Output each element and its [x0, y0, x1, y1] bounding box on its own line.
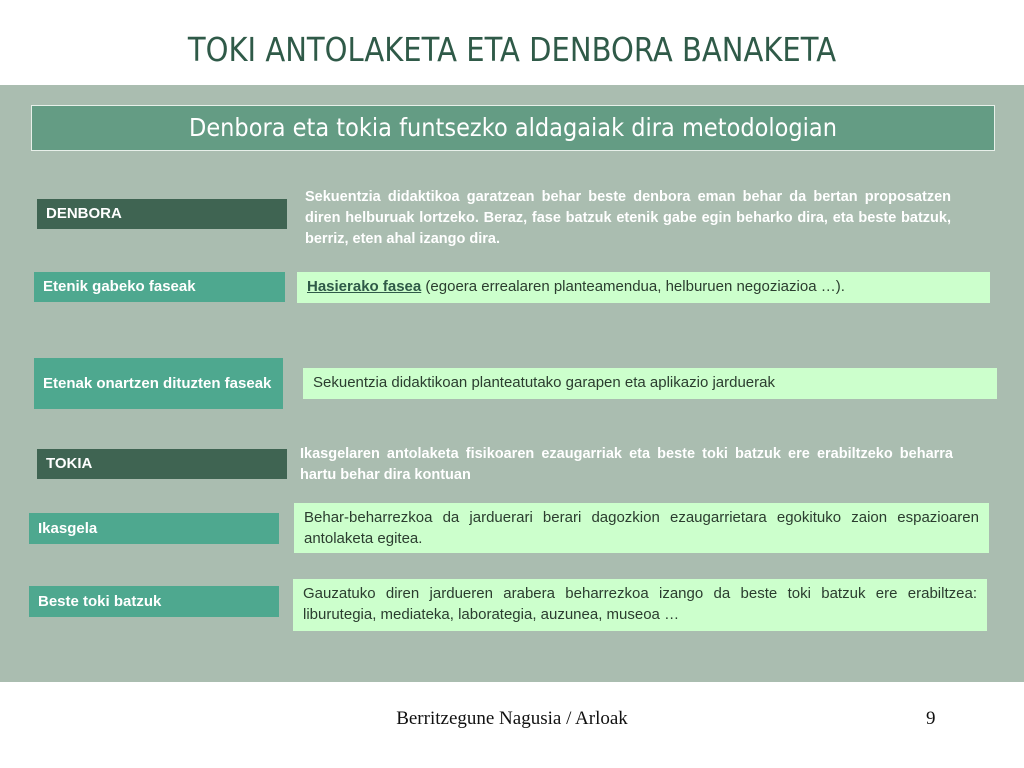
etenak-onartzen-box: Sekuentzia didaktikoan planteatutako garapen eta aplikazio jarduerak: [303, 368, 997, 399]
beste-toki-batzuk-label: Beste toki batzuk: [29, 586, 279, 617]
tokia-description: Ikasgelaren antolaketa fisikoaren ezaugarriak eta beste toki batzuk ere erabiltzeko beharra hartu behar dira kontuan: [300, 446, 953, 483]
slide-title: TOKI ANTOLAKETA ETA DENBORA BANAKETA: [187, 30, 837, 69]
subtitle-text: Denbora eta tokia funtsezko aldagaiak dira metodologian: [188, 113, 837, 142]
ikasgela-box: Behar-beharrezkoa da jarduerari berari dagozkion ezaugarrietara egokituko zaion espazioaren antolaketa egitea.: [294, 503, 989, 553]
ikasgela-label: Ikasgela: [29, 513, 279, 544]
beste-toki-batzuk-box: Gauzatuko diren jardueren arabera beharrezkoa izango da beste toki batzuk ere erabiltzea: liburutegia, mediateka, laborategia, auzunea, museoa …: [293, 579, 987, 631]
hasierako-fasea-detail: (egoera errealaren planteamendua, helburuen negoziazioa …).: [421, 278, 845, 295]
etenik-gabeko-faseak-label: Etenik gabeko faseak: [34, 272, 285, 302]
denbora-description: Sekuentzia didaktikoa garatzean behar beste denbora eman behar da bertan proposatzen diren helburuak lortzeko. Beraz, fase batzuk etenik gabe egin beharko dira, eta beste batzuk, berriz, eten ahal izango dira.: [305, 189, 951, 247]
denbora-label: DENBORA: [37, 199, 287, 229]
tokia-label: TOKIA: [37, 449, 287, 479]
hasierako-fasea-link: Hasierako fasea: [307, 278, 422, 295]
page-number: 9: [926, 708, 936, 729]
hasierako-fasea-box: [297, 272, 990, 303]
etenak-onartzen-label: Etenak onartzen dituzten faseak: [34, 358, 283, 409]
footer-text: Berritzegune Nagusia / Arloak: [396, 708, 628, 729]
slide-subtitle: [31, 105, 995, 151]
